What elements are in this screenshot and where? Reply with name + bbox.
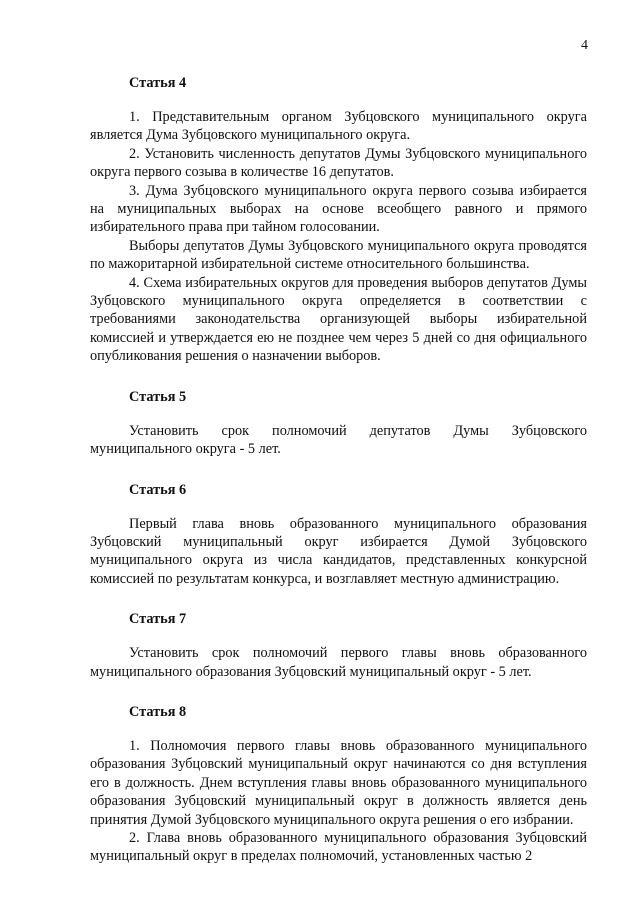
paragraph: Установить срок полномочий первого главы вновь образованного муниципального образования Зубцовский муниципальный округ - 5 лет. (90, 645, 587, 680)
page-number: 4 (581, 38, 588, 53)
document-body (90, 70, 587, 866)
article-heading: Статья 5 (129, 388, 187, 405)
article-heading: Статья 4 (129, 75, 187, 91)
paragraph: 4. Схема избирательных округов для проведения выборов депутатов Думы Зубцовского муниципального округа определяется в соответствии с требованиями законодательства организующей выборы избирательной комиссией и утверждается ею не позднее чем через 5 дней со дня официального опубликования решения о назначении выборов. (90, 274, 587, 365)
paragraph: 2. Установить численность депутатов Думы Зубцовского муниципального округа первого созыва в количестве 16 депутатов. (90, 145, 587, 181)
article-heading: Статья 6 (129, 481, 187, 498)
article-heading: Статья 8 (129, 703, 187, 720)
paragraph: 2. Глава вновь образованного муниципального образования Зубцовский муниципальный округ в пределах полномочий, установленных частью 2 (90, 829, 587, 865)
paragraph: Установить срок полномочий депутатов Думы Зубцовского муниципального округа - 5 лет. (90, 422, 587, 458)
article-heading: Статья 7 (129, 611, 187, 628)
paragraph: 1. Представительным органом Зубцовского муниципального округа является Дума Зубцовского муниципального округа. (90, 109, 587, 144)
paragraph: Выборы депутатов Думы Зубцовского муниципального округа проводятся по мажоритарной избирательной системе относительного большинства. (90, 237, 587, 273)
paragraph: Первый глава вновь образованного муниципального образования Зубцовский муниципальный округ избирается Думой Зубцовского муниципального округа из числа кандидатов, представленных конкурсной комиссией по результатам конкурса, и возглавляет местную администрацию. (90, 515, 587, 587)
paragraph: 3. Дума Зубцовского муниципального округа первого созыва избирается на муниципальных выборах на основе всеобщего равного и прямого избирательного права при тайном голосовании. (90, 182, 587, 236)
paragraph: 1. Полномочия первого главы вновь образованного муниципального образования Зубцовский муниципальный округ начинаются со дня вступления его в должность. Днем вступления главы вновь образованного муниципального образования Зубцовский муниципальный округ в должность является день принятия Думой Зубцовского муниципального округа решения о его избрании. (90, 737, 587, 828)
